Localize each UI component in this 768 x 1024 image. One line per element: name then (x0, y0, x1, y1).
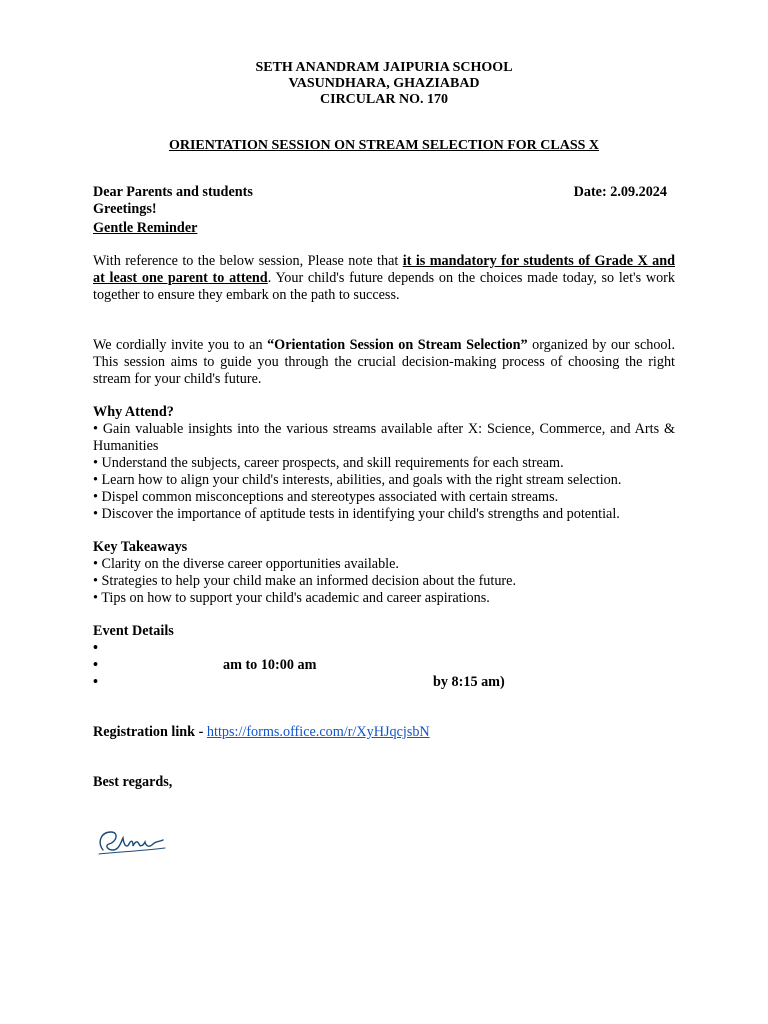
list-item (93, 640, 675, 657)
bullet-icon: • (93, 674, 98, 690)
reminder-heading: Gentle Reminder (93, 220, 198, 236)
why-attend-list (93, 421, 675, 523)
mandatory-notice: it is mandatory for students of Grade X and at least one parent to attend (93, 253, 676, 286)
event-reporting-time: by 8:15 am) (433, 674, 505, 690)
circular-number: CIRCULAR NO. 170 (320, 92, 448, 107)
list-item (93, 657, 675, 674)
invite-text-post: organized by our school. This session aims to guide you through the crucial decision-making process of choosing the right stream for your child's future. (93, 337, 676, 387)
closing: Best regards, (93, 774, 173, 790)
event-details-heading: Event Details (93, 623, 174, 639)
circular-page (93, 60, 675, 865)
list-item: • Gain valuable insights into the various streams available after X: Science, Commerce, and Arts & Humanities (93, 421, 675, 454)
reminder-text-post: . Your child's future depends on the choices made today, so let's work together to ensure they embark on the path to success. (93, 270, 675, 303)
invite-paragraph (93, 337, 675, 388)
event-details-list (93, 640, 675, 691)
event-time: am to 10:00 am (223, 657, 317, 673)
list-item: • Strategies to help your child make an informed decision about the future. (93, 573, 516, 589)
bullet-icon: • (93, 640, 98, 656)
date: Date: 2.09.2024 (573, 184, 667, 200)
school-name: SETH ANANDRAM JAIPURIA SCHOOL (255, 60, 513, 75)
salutation-row (93, 184, 675, 201)
invite-text-pre: We cordially invite you to an (93, 337, 268, 353)
signature-image (93, 824, 171, 860)
list-item: • Tips on how to support your child's academic and career aspirations. (93, 590, 490, 606)
bullet-icon: • (93, 657, 98, 673)
session-title: “Orientation Session on Stream Selection” (267, 337, 528, 353)
why-attend-heading: Why Attend? (93, 404, 174, 420)
key-takeaways-heading: Key Takeaways (93, 539, 188, 555)
reminder-paragraph (93, 253, 675, 304)
list-item (93, 674, 675, 691)
list-item: • Dispel common misconceptions and stereotypes associated with certain streams. (93, 489, 559, 505)
subject-line: ORIENTATION SESSION ON STREAM SELECTION FOR CLASS X (168, 138, 600, 153)
school-location: VASUNDHARA, GHAZIABAD (288, 76, 480, 91)
list-item: • Learn how to align your child's interests, abilities, and goals with the right stream selection. (93, 472, 622, 488)
registration-line (93, 724, 675, 741)
greeting: Greetings! (93, 201, 157, 217)
list-item: • Understand the subjects, career prospects, and skill requirements for each stream. (93, 455, 564, 471)
registration-label: Registration link - (93, 724, 207, 740)
letterhead (93, 60, 675, 108)
registration-link[interactable]: https://forms.office.com/r/XyHJqcjsbN (206, 724, 430, 740)
list-item: • Clarity on the diverse career opportunities available. (93, 556, 399, 572)
salutation: Dear Parents and students (93, 184, 253, 200)
key-takeaways-list (93, 556, 675, 607)
list-item: • Discover the importance of aptitude tests in identifying your child's strengths and potential. (93, 506, 620, 522)
reminder-text-pre: With reference to the below session, Please note that (93, 253, 403, 269)
